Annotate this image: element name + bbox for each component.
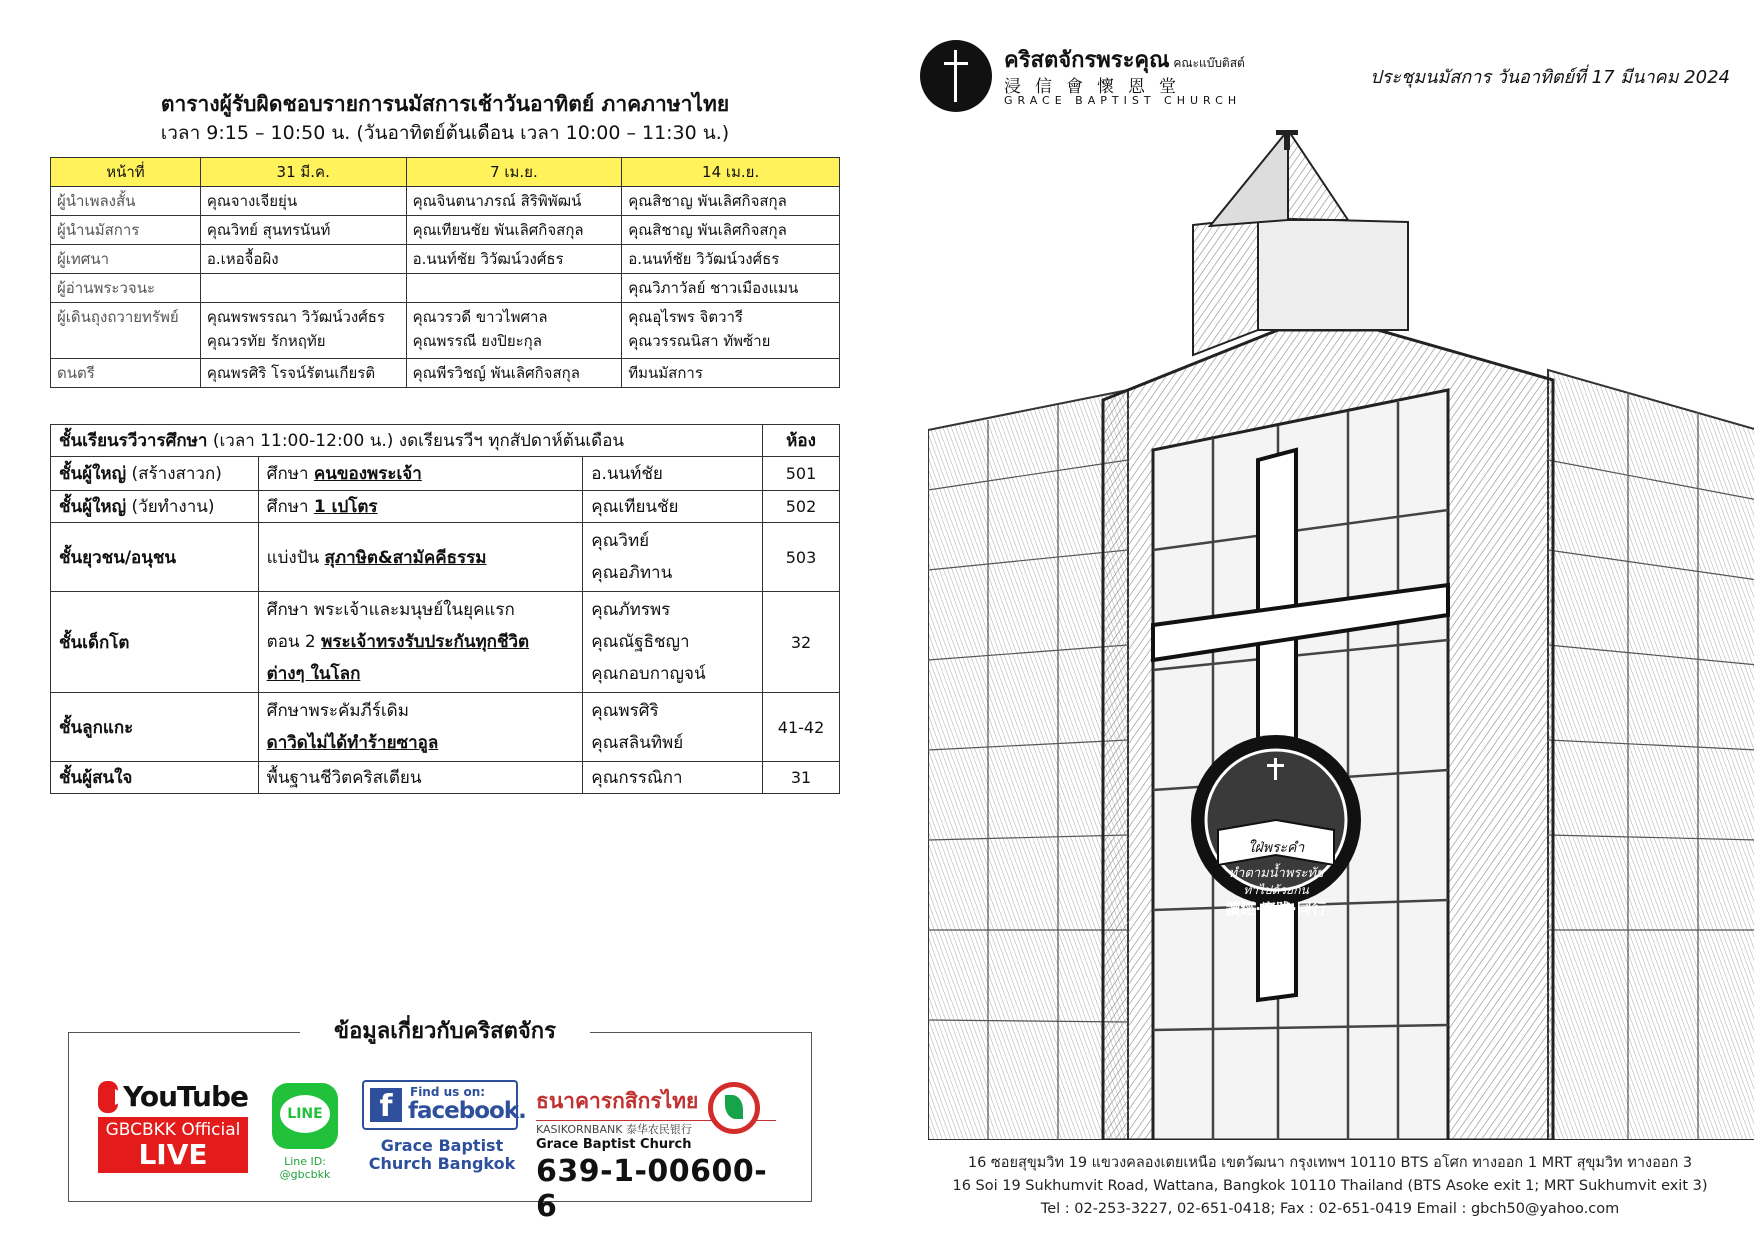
kbank-logo-icon <box>708 1082 760 1134</box>
class-teacher <box>583 693 763 762</box>
topic-title: พระเจ้าทรงรับประกันทุกชีวิต <box>321 632 530 652</box>
role-cell: ผู้นำเพลงสั้น <box>51 187 201 216</box>
table-row <box>51 592 840 693</box>
duty-cell: คุณวิภาวัลย์ ชาวเมืองแมน <box>622 274 840 303</box>
table-row <box>51 216 840 245</box>
youtube-wordmark: YouTube <box>123 1080 248 1113</box>
table-row <box>51 274 840 303</box>
topic-prefix: ศึกษา <box>266 497 314 517</box>
class-name-main: ชั้นผู้ใหญ่ <box>59 497 127 517</box>
address-line-en: 16 Soi 19 Sukhumvit Road, Wattana, Bangkok 10110 Thailand (BTS Asoke exit 1; MRT Sukhumvit exit 3) <box>952 1178 1708 1194</box>
duty-header: 31 มี.ค. <box>200 158 406 187</box>
class-header-bold: ชั้นเรียนรวีวารศึกษา <box>59 431 208 451</box>
class-room: 503 <box>763 523 840 592</box>
emblem-text: ใฝ่พระคำ <box>1247 840 1305 856</box>
duty-table <box>50 157 840 388</box>
class-teacher <box>583 523 763 592</box>
facebook-page-name <box>358 1137 526 1173</box>
class-topic: พื้นฐานชีวิตคริสเตียน <box>258 762 583 794</box>
youtube-play-icon <box>98 1081 118 1113</box>
address-line-th: 16 ซอยสุขุมวิท 19 แขวงคลองเตยเหนือ เขตวัฒนา กรุงเทพฯ 10110 BTS อโศก ทางออก 1 MRT สุขุมวิท ทางออก 3 <box>967 1155 1693 1171</box>
line-logo-text: LINE <box>280 1095 330 1133</box>
line-id-label: Line ID: <box>284 1155 326 1168</box>
class-teacher: คุณกรรณิกา <box>583 762 763 794</box>
schedule-title: ตารางผู้รับผิดชอบรายการนมัสการเช้าวันอาทิตย์ ภาคภาษาไทย <box>160 92 730 116</box>
emblem-text-zh: 讀經·實踐·同行 <box>1225 900 1327 918</box>
emblem-text: ทำไปด้วยกัน <box>1243 883 1309 897</box>
duty-cell: คุณเทียนชัย พันเลิศกิจสกุล <box>406 216 622 245</box>
class-table <box>50 424 840 794</box>
role-cell: ผู้เดินถุงถวายทรัพย์ <box>51 303 201 359</box>
topic-prefix: ศึกษา พระเจ้าและมนุษย์ในยุคแรก <box>266 600 515 620</box>
duty-cell <box>200 303 406 359</box>
facebook-name-line: Church Bangkok <box>368 1154 516 1173</box>
teacher-name: คุณวิทย์ <box>591 531 650 551</box>
duty-header: 14 เม.ย. <box>622 158 840 187</box>
role-cell: ดนตรี <box>51 359 201 388</box>
class-topic <box>258 491 583 523</box>
class-teacher <box>583 592 763 693</box>
youtube-live-label: LIVE <box>138 1138 208 1171</box>
facebook-icon: f <box>370 1088 402 1122</box>
duty-name: คุณวรรณนิสา ทัพซ้าย <box>628 332 771 350</box>
topic-title: ดาวิดไม่ได้ทำร้ายซาอูล <box>266 733 439 753</box>
duty-cell: อ.นนท์ชัย วิวัฒน์วงศ์ธร <box>622 245 840 274</box>
teacher-name: คุณณัฐธิชญา <box>591 632 690 652</box>
duty-name: คุณพรรณี ยงปิยะกุล <box>412 332 542 350</box>
duty-cell: คุณจินตนาภรณ์ สิริพิพัฒน์ <box>406 187 622 216</box>
duty-cell: ทีมนมัสการ <box>622 359 840 388</box>
line-id <box>262 1155 348 1181</box>
table-row <box>51 187 840 216</box>
service-date: ประชุมนมัสการ วันอาทิตย์ที่ 17 มีนาคม 2024 <box>1370 67 1730 88</box>
youtube-channel: GBCBKK Official <box>105 1120 241 1140</box>
topic-prefix: ตอน 2 <box>266 632 322 652</box>
church-name-th-small: คณะแบ๊บติสต์ <box>1169 56 1245 70</box>
duty-cell: คุณวิทย์ สุนทรนันท์ <box>200 216 406 245</box>
duty-header-row <box>51 158 840 187</box>
duty-cell <box>200 274 406 303</box>
class-room: 41-42 <box>763 693 840 762</box>
teacher-name: คุณพรศิริ <box>591 701 659 721</box>
duty-name: คุณวรทัย รักหฤทัย <box>206 332 326 350</box>
youtube-live-banner <box>98 1117 248 1173</box>
topic-title: สุภาษิต&สามัคคีธรรม <box>324 547 487 568</box>
teacher-name: คุณอภิทาน <box>591 563 673 583</box>
table-row <box>51 245 840 274</box>
info-title: ข้อมูลเกี่ยวกับคริสตจักร <box>300 1013 590 1048</box>
class-header-rest: (เวลา 11:00-12:00 น.) งดเรียนรวีฯ ทุกสัปดาห์ต้นเดือน <box>207 431 625 451</box>
duty-cell <box>406 303 622 359</box>
duty-header: หน้าที่ <box>51 158 201 187</box>
line-icon[interactable] <box>272 1083 338 1149</box>
emblem-text: ทำตามน้ำพระทัย <box>1228 866 1324 881</box>
topic-prefix: แบ่งปัน <box>266 547 325 568</box>
class-name <box>51 491 259 523</box>
class-room: 501 <box>763 457 840 491</box>
line-id-value: @gbcbkk <box>279 1168 331 1181</box>
table-row <box>51 762 840 794</box>
table-row <box>51 359 840 388</box>
teacher-name: คุณภัทรพร <box>591 600 671 620</box>
facebook-name-line: Grace Baptist <box>380 1136 504 1155</box>
bank-account-name: Grace Baptist Church <box>536 1137 692 1152</box>
duty-cell: อ.นนท์ชัย วิวัฒน์วงศ์ธร <box>406 245 622 274</box>
class-header <box>51 425 763 457</box>
contact-line: Tel : 02-253-3227, 02-651-0418; Fax : 02-651-0419 Email : gbch50@yahoo.com <box>1040 1201 1620 1217</box>
facebook-wordmark: facebook. <box>408 1098 526 1124</box>
facebook-block[interactable] <box>362 1080 526 1130</box>
class-teacher: อ.นนท์ชัย <box>583 457 763 491</box>
class-name: ชั้นผู้สนใจ <box>51 762 259 794</box>
duty-cell <box>622 303 840 359</box>
topic-prefix: ศึกษา <box>266 464 314 484</box>
class-room: 32 <box>763 592 840 693</box>
class-topic <box>258 693 583 762</box>
teacher-name: คุณกอบกาญจน์ <box>591 664 706 684</box>
church-name-en: GRACE BAPTIST CHURCH <box>1004 94 1242 107</box>
youtube-block[interactable] <box>98 1080 248 1173</box>
church-building-illustration <box>928 130 1754 1140</box>
bank-name-en: KASIKORNBANK 泰华农民银行 <box>536 1120 776 1137</box>
duty-cell: คุณพีรวิชญ์ พันเลิศกิจสกุล <box>406 359 622 388</box>
facebook-find-label: Find us on: <box>410 1085 486 1099</box>
role-cell: ผู้นำนมัสการ <box>51 216 201 245</box>
class-name <box>51 457 259 491</box>
table-row <box>51 303 840 359</box>
topic-prefix: ศึกษาพระคัมภีร์เดิม <box>266 701 409 721</box>
teacher-name: คุณสลินทิพย์ <box>591 733 684 753</box>
duty-cell: คุณจางเจียยุ่น <box>200 187 406 216</box>
class-topic <box>258 523 583 592</box>
class-room: 502 <box>763 491 840 523</box>
table-row <box>51 491 840 523</box>
class-room: 31 <box>763 762 840 794</box>
duty-name: คุณวรวดี ขาวไพศาล <box>412 308 548 326</box>
class-name-main: ชั้นผู้ใหญ่ <box>59 464 127 484</box>
church-cross-logo-icon <box>920 40 992 112</box>
class-name-extra: (วัยทำงาน) <box>126 497 215 517</box>
class-header-row <box>51 425 840 457</box>
class-topic <box>258 457 583 491</box>
class-teacher: คุณเทียนชัย <box>583 491 763 523</box>
table-row <box>51 457 840 491</box>
class-topic <box>258 592 583 693</box>
church-name-th-main: คริสตจักรพระคุณ <box>1004 48 1170 73</box>
duty-header: 7 เม.ย. <box>406 158 622 187</box>
duty-cell: คุณพรศิริ โรจน์รัตนเกียรติ <box>200 359 406 388</box>
duty-cell <box>406 274 622 303</box>
duty-cell: คุณสิชาญ พันเลิศกิจสกุล <box>622 216 840 245</box>
class-name: ชั้นยุวชน/อนุชน <box>51 523 259 592</box>
topic-title: 1 เปโตร <box>313 497 378 517</box>
duty-name: คุณพรพรรณา วิวัฒน์วงศ์ธร <box>206 308 385 326</box>
role-cell: ผู้อ่านพระวจนะ <box>51 274 201 303</box>
topic-title: คนของพระเจ้า <box>313 464 422 484</box>
class-name: ชั้นลูกแกะ <box>51 693 259 762</box>
schedule-subtitle: เวลา 9:15 – 10:50 น. (วันอาทิตย์ต้นเดือน เวลา 10:00 – 11:30 น.) <box>160 122 730 144</box>
duty-cell: อ.เหอจื้อผิง <box>200 245 406 274</box>
role-cell: ผู้เทศนา <box>51 245 201 274</box>
table-row <box>51 693 840 762</box>
room-header: ห้อง <box>763 425 840 457</box>
bank-name-th: ธนาคารกสิกรไทย <box>536 1089 699 1113</box>
church-name-zh: 浸信會懷恩堂 <box>1004 77 1190 97</box>
duty-name: คุณอุไรพร จิตวารี <box>628 308 743 326</box>
duty-cell: คุณสิชาญ พันเลิศกิจสกุล <box>622 187 840 216</box>
table-row <box>51 523 840 592</box>
class-name: ชั้นเด็กโต <box>51 592 259 693</box>
topic-title: ต่างๆ ในโลก <box>266 664 361 684</box>
class-name-extra: (สร้างสาวก) <box>126 464 222 484</box>
address-block <box>940 1152 1720 1221</box>
bank-account-number: 639-1-00600-6 <box>536 1154 768 1224</box>
